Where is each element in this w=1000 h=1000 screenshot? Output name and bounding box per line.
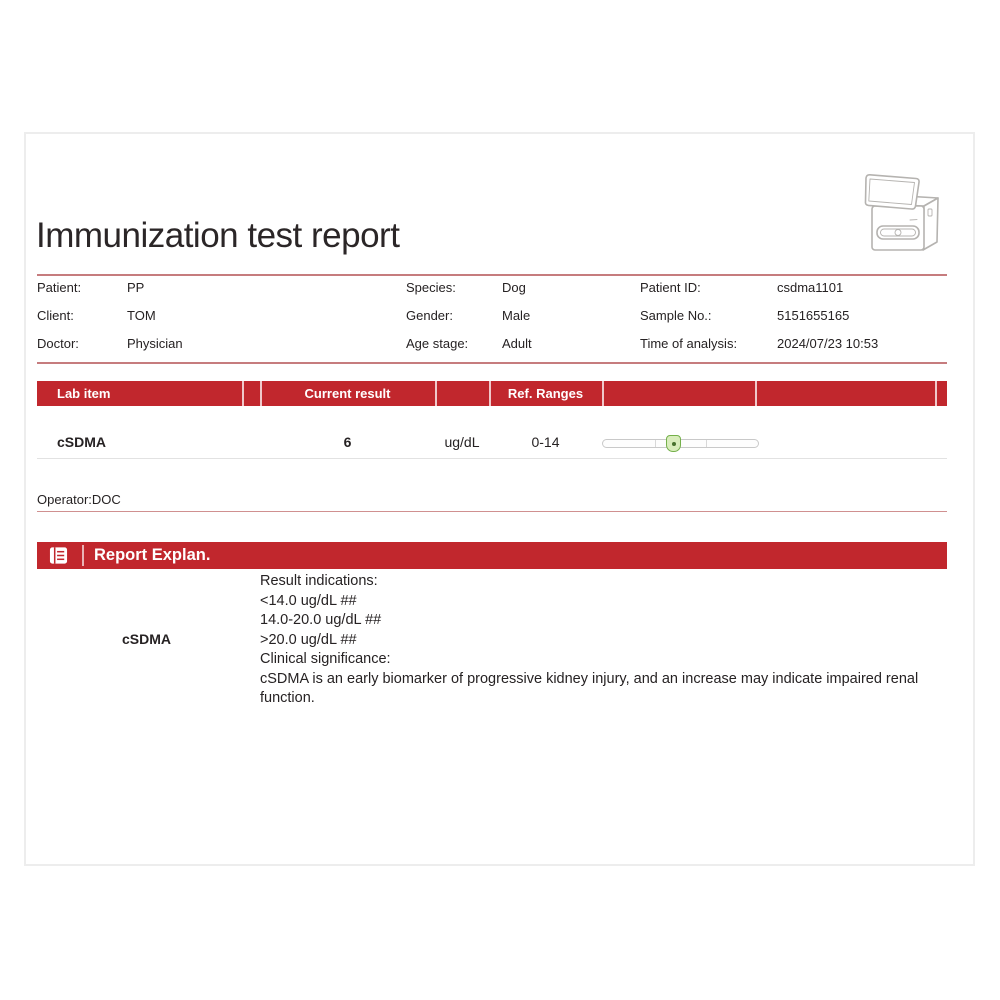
header-divider <box>755 381 757 406</box>
info-field-patient <box>37 280 144 295</box>
info-value: 2024/07/23 10:53 <box>777 336 879 351</box>
header-divider <box>435 381 437 406</box>
header-divider <box>489 381 491 406</box>
info-label: Patient: <box>37 280 82 295</box>
info-field-patient-id <box>640 280 843 295</box>
info-label: Client: <box>37 308 74 323</box>
range-tick <box>655 440 656 447</box>
operator-text: Operator:DOC <box>37 492 121 507</box>
info-field-age-stage <box>406 336 532 351</box>
info-value: PP <box>127 280 145 295</box>
analyzer-device-icon <box>852 162 952 262</box>
info-label: Sample No.: <box>640 308 712 323</box>
result-ref-range: 0-14 <box>531 434 560 450</box>
info-value: 5151655165 <box>777 308 850 323</box>
header-divider <box>242 381 244 406</box>
explanation-line: <14.0 ug/dL ## <box>260 592 357 609</box>
info-value: TOM <box>127 308 156 323</box>
info-divider <box>37 362 947 364</box>
info-field-sample-no <box>640 308 849 323</box>
explanation-line: cSDMA is an early biomarker of progressive kidney injury, and an increase may indicate impaired renal function. <box>260 670 919 706</box>
info-field-gender <box>406 308 530 323</box>
explanation-item-name: cSDMA <box>122 631 172 647</box>
range-tick <box>706 440 707 447</box>
title-divider <box>37 274 947 276</box>
explanation-line: Clinical significance: <box>260 651 391 667</box>
operator-divider <box>37 511 947 512</box>
report-document-icon <box>49 546 68 565</box>
marker-dot <box>672 442 676 446</box>
result-unit: ug/dL <box>444 434 480 450</box>
info-label: Doctor: <box>37 336 79 351</box>
info-label: Species: <box>406 280 456 295</box>
range-indicator-marker <box>666 435 681 452</box>
header-divider <box>602 381 604 406</box>
info-value: Male <box>502 308 531 323</box>
info-label: Gender: <box>406 308 453 323</box>
info-value: Adult <box>502 336 532 351</box>
explanation-line: >20.0 ug/dL ## <box>260 631 357 648</box>
column-header-current-result: Current result <box>304 386 391 401</box>
report-explanation-title: Report Explan. <box>94 546 211 564</box>
info-field-doctor <box>37 336 183 351</box>
info-label: Age stage: <box>406 336 469 351</box>
report-explanation-header <box>37 542 947 569</box>
info-value: Dog <box>502 280 526 295</box>
range-indicator-track <box>602 439 759 448</box>
header-divider <box>260 381 262 406</box>
info-label: Patient ID: <box>640 280 701 295</box>
info-field-client <box>37 308 156 323</box>
result-value: 6 <box>343 434 352 450</box>
info-field-species <box>406 280 526 295</box>
column-header-lab-item: Lab item <box>57 386 111 401</box>
explanation-line: Result indications: <box>260 573 378 589</box>
report-page <box>24 132 975 866</box>
info-value: csdma1101 <box>777 280 844 295</box>
results-table-header <box>37 381 947 406</box>
column-header-ref-ranges: Ref. Ranges <box>507 386 584 401</box>
header-bar-divider <box>82 545 84 566</box>
info-value: Physician <box>127 336 183 351</box>
info-label: Time of analysis: <box>640 336 738 351</box>
info-field-analysis-time <box>640 336 878 351</box>
explanation-text-block <box>260 572 966 709</box>
row-divider <box>37 458 947 459</box>
explanation-line: 14.0-20.0 ug/dL ## <box>260 612 382 628</box>
page-title: Immunization test report <box>36 216 400 255</box>
header-divider <box>935 381 937 406</box>
result-lab-item: cSDMA <box>57 434 107 450</box>
